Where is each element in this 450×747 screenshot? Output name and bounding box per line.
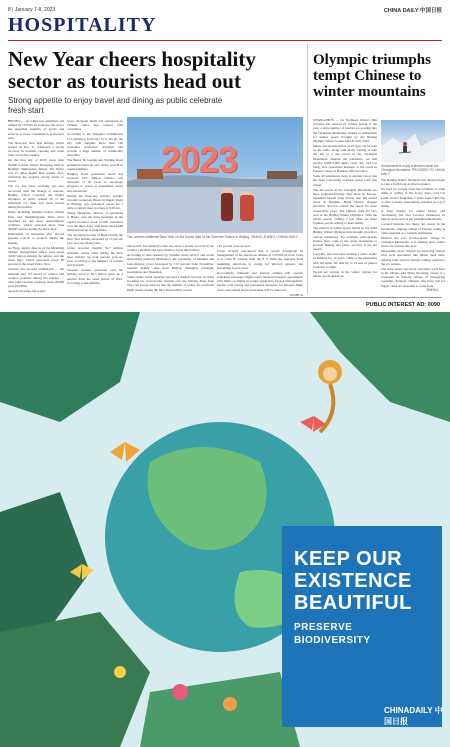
ad-biodiversity: BIODIVERSITY [294, 635, 371, 646]
lead-headline: New Year cheers hospitality sector as tourists head out [8, 47, 256, 93]
masthead: CHINA DAILY 中国日报 [383, 8, 442, 14]
paragraph: Dubbed the last powder-house village in Changbai Mountains, it is offering more winter sports for tourists this year. [381, 235, 445, 249]
section-rule [8, 40, 442, 41]
side-column-1 [313, 118, 377, 290]
paragraph: People are staying in the winter regions for winter sports and more. [313, 269, 377, 279]
paragraph: China recently announced that it would downgrade its management of the infectious disease of COVID-19 from Class A to Class B, starting from Jan 8. It shifts the response from stemming infections to caring for infected patients and preventing severe cases. [217, 249, 303, 270]
paragraph: The more skiers, the more customers we'll have in the village, said Meng Xiaofang, owner of a restaurant in Fusong village of Dongqiang township. Younger villagers that have left for bigger cities are choosing to come back. [381, 266, 445, 288]
photo-sign-2023: 2023 [161, 139, 238, 180]
paragraph: The Beijing Winter Olympics has allowed them to take a fresh look at what is around. [381, 178, 445, 187]
paragraph: It's hard for people from the northeast to even think of selling in the frosty days, said Cai Linlin from Changchun. I didn't expect this trip to offer so many entertaining activities on top of skiing. [381, 187, 445, 209]
paragraph: During the three-day holiday, popular rice-fish restaurant Huala in Jingde Street in Beijing, saw customers queue for a table to satisfy their cravings at 9:30 am. [67, 193, 123, 211]
paragraph: The interest in winter sports fueled by the 2022 Beijing Winter Olympics has brought growth to various businesses. For example, photography studios have come to the resort mountains to provide filming and photo services at the ski resorts. [313, 226, 377, 252]
lead-column-2 [67, 119, 123, 294]
paragraph: The ice and snow economy has also recovered with the change of seasons. Beijing, which co-hosted the Winter Olympics in 2022, opened all of the municipal ice rinks and snow resorts during the holiday. [8, 184, 64, 210]
chinadaily-logo: CHINADAILY 中国日报 [384, 706, 443, 726]
side-column-2 [381, 178, 445, 288]
lead-column-3 [127, 244, 214, 294]
paragraph: 145 percent year-on-year. [217, 244, 251, 248]
paragraph: The three-day New Year holiday, which started on Dec 31, witnessed a strong recovery in tourism, catering and retail sales across the country. [8, 140, 64, 158]
side-byline: XINHUA [426, 288, 439, 292]
paragraph: Some online travel agencies reported a marked increase in ticket bookings for cross-border tourism over the holiday. Data from Trip.com Group showed that the number of orders for outbound flight tickets during the New Year holiday soared [127, 275, 214, 292]
biodiversity-ad [0, 312, 450, 747]
lead-photo-caption: Two women celebrate New Year on the frozen lake of the Summer Palace in Beijing. ZHANG ZHENG / CHINA DAILY [127, 235, 298, 239]
paragraph: Apart from parks and scenic [8, 289, 46, 294]
paragraph: According to data released by Chinese travel service and social networking platform Mafengwo, the popularity of medium and long-distance travel increased by 172 percent from November. Tourists mainly came from Beijing, Shanghai, Chengdu, Guangzhou and Shenzhen. [127, 253, 214, 275]
paragraph: Some 20 kilometers away is another resort that has been welcoming overseas group tours this winter. [313, 174, 377, 187]
paragraph: China recorded roughly 52.7 million domestic tourist visits during the New Year holiday, up 0.44 percent year-on-year, according to the Ministry of Culture and Tourism. [67, 246, 123, 268]
side-headline: Olympic triumphs tempt Chinese to winter mountains [313, 52, 431, 100]
paragraph: Nanjing Road pedestrian street has received 3.05 million visitors, and discounts of 50 yuan, to encourage shoppers to spend at department stores and restaurants. [67, 171, 123, 193]
paragraph: Skiers and snowboarders of all ages can be seen on the trails, along with many waiting to take the lift at a ski resort in the Changbai Mountains. Despite the pandemic, we still receive 2,000-4,000 skiers every day, said Cai Peng, vice operations manager at the resort in Fusong county of Baishan, Jilin province. [313, 144, 377, 174]
paragraph: spots, shopping malls and restaurants in Chinese cities also buzzed with consumers. [67, 119, 123, 132]
paragraph: Meanwhile, more villages are attracting visitors with local specialties like mixed meat stew, ginseng tonic and hot springs, adding warmth to the icy winters. [381, 249, 445, 266]
ski-photo [381, 120, 445, 162]
lead-column-1 [8, 119, 64, 294]
lead-photo [127, 117, 303, 233]
page-date: 8 | January 7-8, 2023 [8, 7, 56, 13]
paragraph: Located between two major ski resorts in the mountains, Jinjiang village of Fusong county is often regarded as a tourism destination. [381, 222, 445, 235]
paragraph: According to the Shanghai Commission of Commerce, from Dec 31 to Jan 2b, the city with supplies more than 100 consumer promotion activities and provide a large number of commodity discounts. [67, 132, 123, 158]
ski-photo-caption: Snowboarders enjoy a descent down the Changbai Mountains. PROVIDED TO CHINA DAILY [381, 164, 445, 176]
paragraph: this period. The ministry's data also show a steady recovery in the country's medium and long-distance travel this holiday. [127, 244, 214, 253]
paragraph: A large market for winter leisure and vacationing has also boosted businesses in remote areas such as the Changbai Mountains. [381, 209, 445, 222]
paragraph: Tourists also showed enthusiasm — the museum said 127 pieces of cultural and creative products during the holiday — with sales revenue reaching about 40,000 yuan ($5,800). [8, 267, 64, 289]
lead-column-4 [217, 244, 303, 297]
paragraph: Tourism revenue generated over the holiday stood at 26.5 billion yuan, up 4 percent from the same period of 2021, according to the ministry. [67, 268, 123, 285]
byline: XINHUA [289, 292, 303, 297]
ad-rule [8, 297, 442, 298]
ad-slogan-line-1: KEEP OUR [294, 548, 403, 570]
section-title: HOSPITALITY [8, 14, 157, 36]
paragraph: Ge Feng, deputy director of the Mianding Temple management office, said about 3,000 visitors entered the temple over the three days, which represents about 90 percent of the usual visitor flow. [8, 245, 64, 267]
ad-id: PUBLIC INTEREST AD: 0090 [365, 302, 440, 308]
paragraph: The Bund, Yu Garden and Nanjing Road pedestrian street all saw strong growth in tourist numbers. [67, 158, 123, 171]
paragraph: Long-Bo, who has been running a photo studio in Baishan for 10 years, came to the mountains with his team. We take up to 15 sets of photos from day to night. [313, 252, 377, 269]
paragraph: Accordingly, domestic and foreign airlines will operate scheduled passenger flights under bilateral transport agreements, with limits on flights no longer applicable. Closed management, nucleic acid testing and quarantine measures for inbound flight crews and related airport personnel will be removed. [217, 270, 303, 292]
paragraph: The ski resorts in the Changbai Mountains are more beginner-friendly than those in Europe, explained Orwell Tang Siwan, who has settled down in Baishan. Hand China's Jiangsu province, and has visited the resort for three consecutive years. The Chinese team did very well at the Beijing Winter Olympics. With the winter season coming, I feel there are more Chinese people willing to learn skiing. [313, 187, 377, 226]
paragraph: CHANGCHUN — As Northeast China's Jilin province has entered its coldest period of the year, a large number of tourists are pouring into the Changbai Mountains, thanks to enthusiasm for winter sports brought by the Beijing Olympic Winter Games held in early 2022. [313, 118, 377, 144]
paragraph: Zhang Shengxiao, director of operations at Huala, said the three branches in the capital received about 11,000 customers over the three days, with more than 4,000 tables turned up at peak times. [67, 211, 123, 233]
ad-slogan-line-2: EXISTENCE [294, 570, 412, 592]
paragraph: Parks, including Summer Palace, Beihai Park and Yuanmingyuan Park, have launched ice and snow entertainment activities, which attracted more than 30,000 tourists during the three days. [8, 210, 64, 232]
ad-preserve: PRESERVE [294, 622, 353, 633]
paragraph: On the first day of 2023, more than 50,000 tourists visited Shougang Park in Beijing's Shijingshan district. The figure was 15 times higher than normal days, reflecting the people's strong desire to travel. [8, 158, 64, 184]
paragraph: The operating income of Huala during the New Year holiday increased by 15 percent year-on-year, Zhang said. [67, 233, 123, 246]
column-divider [307, 44, 308, 294]
lead-subhead: Strong appetite to enjoy travel and dining as public celebrate fresh start [8, 96, 223, 115]
ad-slogan-line-3: BEAUTIFUL [294, 592, 412, 614]
paragraph: BEIJING — As China has optimized and refined its COVID-19 response, the sector has upgraded supplies of goods and services to boost consumption in the new year. [8, 119, 64, 140]
paragraph: Exhibitions in museums also proved popular crowds to projects during the holiday. [8, 232, 64, 245]
